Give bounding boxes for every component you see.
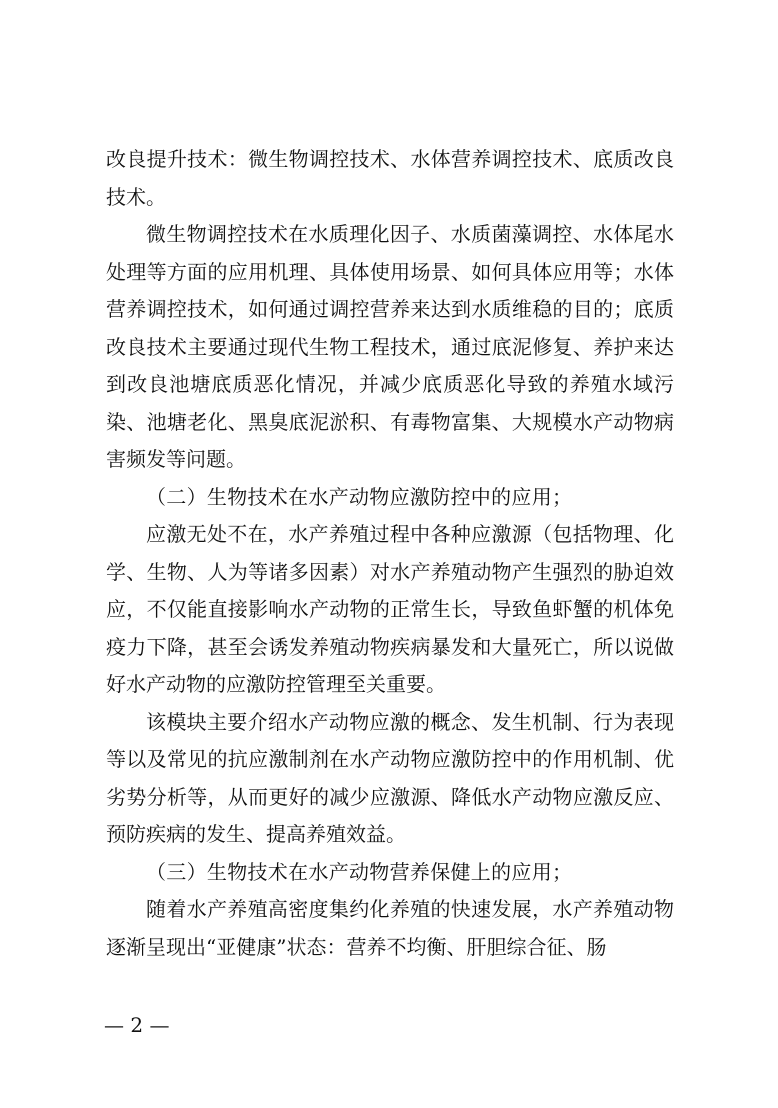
section-heading-stress-control: （二）生物技术在水产动物应激防控中的应用； (146, 484, 573, 509)
page-number: — 2 — (104, 1013, 170, 1037)
document-body (106, 141, 674, 966)
paragraph-stress-module: 该模块主要介绍水产动物应激的概念、发生机制、行为表现等以及常见的抗应激制剂在水产动物应激防控中的作用机制、优劣势分析等，从而更好的减少应激源、降低水产动物应激反应、预防疾病的发生、提高养殖效益。 (106, 709, 674, 846)
paragraph-stress-sources: 应激无处不在，水产养殖过程中各种应激源（包括物理、化学、生物、人为等诸多因素）对水产养殖动物产生强烈的胁迫效应，不仅能直接影响水产动物的正常生长，导致鱼虾蟹的机体免疫力下降，甚至会诱发养殖动物疾病暴发和大量死亡，所以说做好水产动物的应激防控管理至关重要。 (106, 522, 674, 696)
section-heading-nutrition-health: （三）生物技术在水产动物营养保健上的应用； (146, 859, 573, 884)
paragraph-subhealth: 随着水产养殖高密度集约化养殖的快速发展，水产养殖动物逐渐呈现出“亚健康”状态：营养不均衡、肝胆综合征、肠 (106, 897, 674, 959)
paragraph-microbial-control: 微生物调控技术在水质理化因子、水质菌藻调控、水体尾水处理等方面的应用机理、具体使用场景、如何具体应用等；水体营养调控技术，如何通过调控营养来达到水质维稳的目的；底质改良技术主要通过现代生物工程技术，通过底泥修复、养护来达到改良池塘底质恶化情况，并减少底质恶化导致的养殖水域污染、池塘老化、黑臭底泥淤积、有毒物富集、大规模水产动物病害频发等问题。 (106, 222, 674, 471)
paragraph-technique-list: 改良提升技术：微生物调控技术、水体营养调控技术、底质改良技术。 (106, 147, 674, 209)
